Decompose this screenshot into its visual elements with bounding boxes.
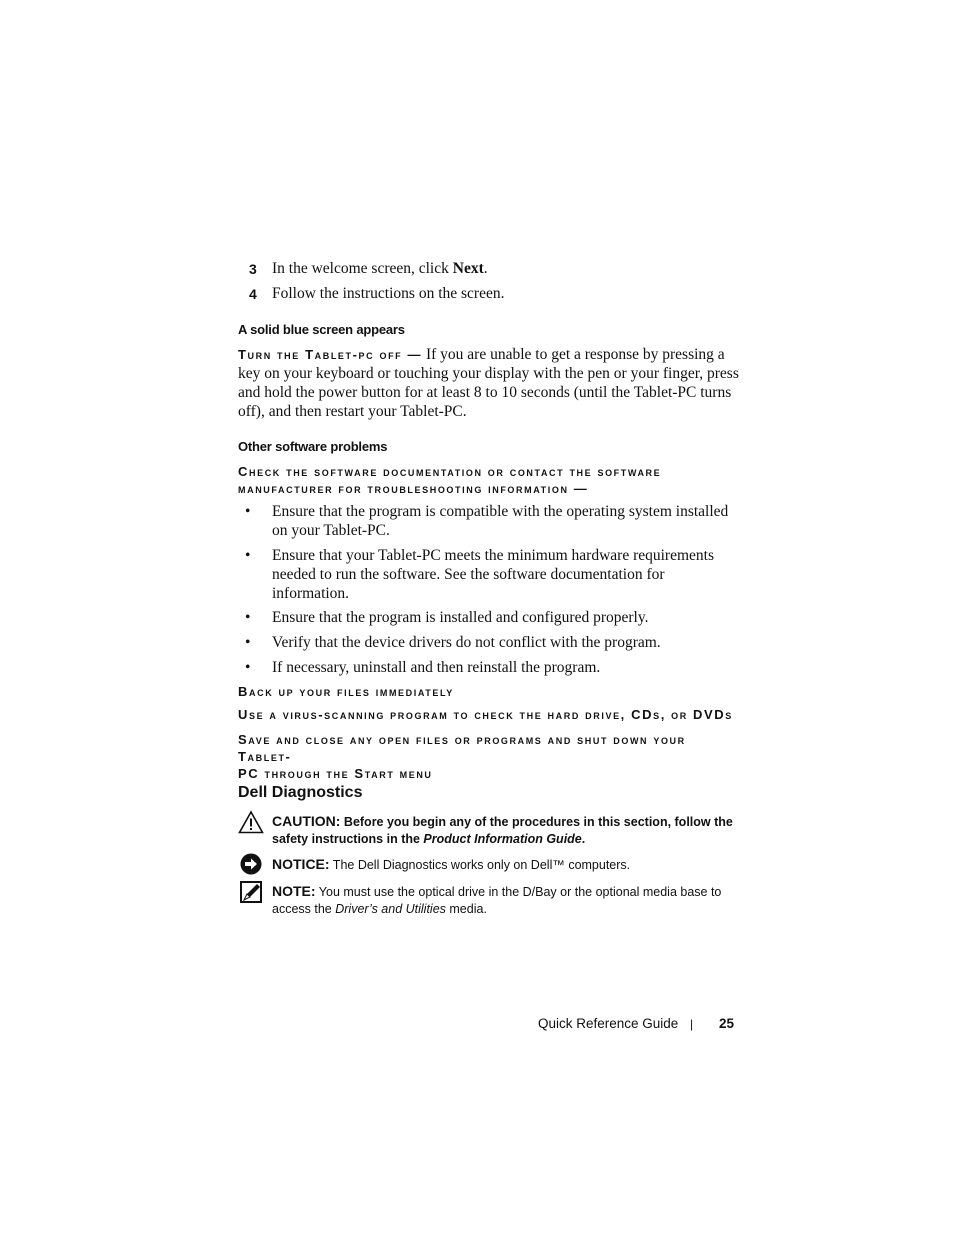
step-text-post: . <box>483 260 488 277</box>
back-up-files-lead: Back up your files immediately <box>238 684 454 699</box>
note-label: NOTE: <box>272 883 316 899</box>
bullet-dot: • <box>245 659 251 676</box>
note-callout <box>272 883 742 918</box>
step-text-pre: In the welcome screen, click <box>272 260 453 277</box>
bullet-dot: • <box>245 547 251 564</box>
note-text-end: media. <box>445 902 487 916</box>
caution-callout <box>272 813 742 848</box>
page-number: 25 <box>719 1016 735 1031</box>
bullet-dot: • <box>245 503 251 520</box>
note-text: You must use the optical drive in the D/Bay or the optional media base to access the <box>272 885 722 916</box>
notice-label: NOTICE: <box>272 856 330 872</box>
footer-guide-title: Quick Reference Guide <box>538 1016 679 1031</box>
section-heading-blue-screen: A solid blue screen appears <box>238 322 405 337</box>
virus-scan-lead: Use a virus-scanning program to check the hard drive, CDs, or DVDs <box>238 707 733 722</box>
check-documentation-lead: Check the software documentation or contact the software manufacturer for troubleshooting information — <box>238 464 662 496</box>
step-number: 4 <box>249 286 257 302</box>
notice-callout <box>272 856 742 874</box>
drivers-utilities-title: Driver’s and Utilities <box>335 902 446 916</box>
blue-screen-paragraph <box>238 345 740 421</box>
bullet-dot: • <box>245 609 251 626</box>
section-heading-other-software: Other software problems <box>238 439 388 454</box>
next-button-label: Next <box>452 260 484 277</box>
footer-separator: | <box>690 1017 694 1031</box>
list-item: Ensure that your Tablet-PC meets the minimum hardware requirements needed to run the software. See the software documentation for information. <box>272 547 714 602</box>
step-text: Follow the instructions on the screen. <box>272 285 505 302</box>
list-item: Ensure that the program is compatible with the operating system installed on your Tablet-PC. <box>272 503 729 539</box>
list-item: Verify that the device drivers do not conflict with the program. <box>272 634 661 651</box>
save-and-shutdown-lead: Save and close any open files or programs and shut down your Tablet- PC through the Start menu <box>238 732 686 781</box>
caution-text-end: . <box>581 832 586 846</box>
notice-text: The Dell Diagnostics works only on Dell™ computers. <box>329 858 631 872</box>
step-number: 3 <box>249 261 257 277</box>
product-info-guide-title: Product Information Guide <box>423 832 582 846</box>
notice-arrow-icon <box>240 853 262 880</box>
note-pencil-icon <box>240 881 263 908</box>
dell-diagnostics-heading: Dell Diagnostics <box>238 784 363 801</box>
caution-text: Before you begin any of the procedures in this section, follow the safety instructions in the <box>272 815 733 846</box>
list-item: If necessary, uninstall and then reinstall the program. <box>272 659 601 676</box>
list-item: Ensure that the program is installed and configured properly. <box>272 609 649 626</box>
blue-screen-body: If you are unable to get a response by pressing a key on your keyboard or touching your display with the pen or your finger, press and hold the power button for at least 8 to 10 seconds (until the Tablet-PC turns off), and then restart your Tablet-PC. <box>238 346 739 420</box>
caution-label: CAUTION: <box>272 813 341 829</box>
blue-screen-lead: Turn the Tablet-pc off — <box>238 347 423 362</box>
warning-triangle-icon <box>238 810 264 839</box>
step-text <box>272 259 488 278</box>
bullet-dot: • <box>245 634 251 651</box>
